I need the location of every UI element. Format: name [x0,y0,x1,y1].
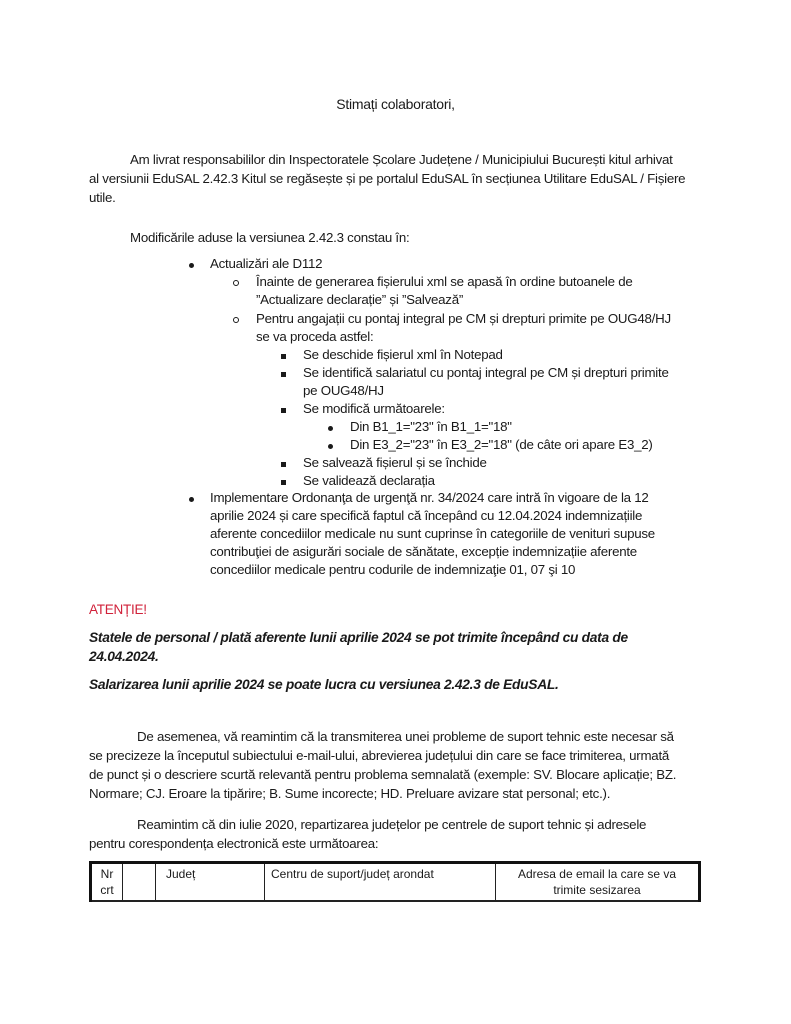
square-bullet-icon [281,408,286,413]
bullet-icon [189,263,194,268]
sub-item-1-line-2: ”Actualizare declarație” și ”Salvează” [256,292,464,307]
modify-item-1: Din B1_1="23" în B1_1="18" [350,419,512,434]
bullet-icon [328,426,333,431]
reminder-line-1: De asemenea, vă reamintim că la transmiterea unei probleme de suport tehnic este necesar să [137,729,674,744]
table-header-row [91,863,700,902]
support-centers-table [89,861,701,902]
reminder-line-2: se precizeze la începutul subiectului e-mail-ului, abrevierea județului din care se face trimiterea, urmată [89,748,670,763]
changes-heading: Modificările aduse la versiunea 2.42.3 constau în: [130,230,410,245]
change-item-2-line-1: Implementare Ordonanţa de urgenţă nr. 34/2024 care intră în vigoare de la 12 [210,490,649,505]
step-4: Se salvează fișierul și se închide [303,455,487,470]
header-judet: Județ [156,863,265,902]
change-item-2-line-5: concediilor medicale pentru codurile de indemnizaţie 01, 07 şi 10 [210,562,576,577]
change-item-2-line-3: aferente concediilor medicale nu sunt cuprinse în categoriile de venituri supuse [210,526,655,541]
header-blank [123,863,156,902]
bullet-icon [328,444,333,449]
reminder-line-4: Normare; CJ. Eroare la tipărire; B. Sume incorecte; HD. Preluare avizare stat personal; etc.). [89,786,611,801]
change-item-2-line-2: aprilie 2024 și care specifică faptul că începând cu 12.04.2024 indemnizațiile [210,508,643,523]
header-nr-crt: Nr crt [91,863,123,902]
attention-line-1b: 24.04.2024. [89,649,159,664]
sub-item-1-line-1: Înainte de generarea fișierului xml se apasă în ordine butoanele de [256,274,633,289]
square-bullet-icon [281,354,286,359]
square-bullet-icon [281,372,286,377]
sub-item-2-line-2: se va proceda astfel: [256,329,374,344]
square-bullet-icon [281,462,286,467]
step-5: Se validează declarația [303,473,435,488]
attention-label: ATENȚIE! [89,602,147,617]
header-centru: Centru de suport/județ arondat [265,863,496,902]
modify-item-2: Din E3_2="23" în E3_2="18" (de câte ori apare E3_2) [350,437,653,452]
header-email: Adresa de email la care se va trimite sesizarea [496,863,700,902]
circle-bullet-icon [233,280,239,286]
square-bullet-icon [281,480,286,485]
allocation-line-2: pentru corespondența electronică este următoarea: [89,836,379,851]
intro-line-2: al versiunii EduSAL 2.42.3 Kitul se regăsește și pe portalul EduSAL în secțiunea Utilitare EduSAL / Fișiere [89,171,686,186]
reminder-line-3: de punct și o descriere scurtă relevantă pentru problema semnalată (exemple: SV. Blocare aplicație; BZ. [89,767,677,782]
greeting: Stimați colaboratori, [336,96,455,112]
sub-item-2-line-1: Pentru angajații cu pontaj integral pe CM și drepturi primite pe OUG48/HJ [256,311,671,326]
step-1: Se deschide fișierul xml în Notepad [303,347,503,362]
circle-bullet-icon [233,317,239,323]
change-item-2-line-4: contribuţiei de asigurări sociale de sănătate, excepție indemnizațiie aferente [210,544,637,559]
allocation-line-1: Reamintim că din iulie 2020, repartizarea județelor pe centrele de suport tehnic și adresele [137,817,647,832]
step-2-line-2: pe OUG48/HJ [303,383,384,398]
attention-line-2: Salarizarea lunii aprilie 2024 se poate lucra cu versiunea 2.42.3 de EduSAL. [89,677,559,692]
step-3: Se modifică următoarele: [303,401,445,416]
bullet-icon [189,497,194,502]
attention-line-1a: Statele de personal / plată aferente lunii aprilie 2024 se pot trimite începând cu data de [89,630,628,645]
step-2-line-1: Se identifică salariatul cu pontaj integral pe CM și drepturi primite [303,365,669,380]
intro-line-3: utile. [89,190,116,205]
change-item-1: Actualizări ale D112 [210,256,323,271]
intro-line-1: Am livrat responsabililor din Inspectoratele Școlare Județene / Municipiului București kitul arhivat [130,152,673,167]
